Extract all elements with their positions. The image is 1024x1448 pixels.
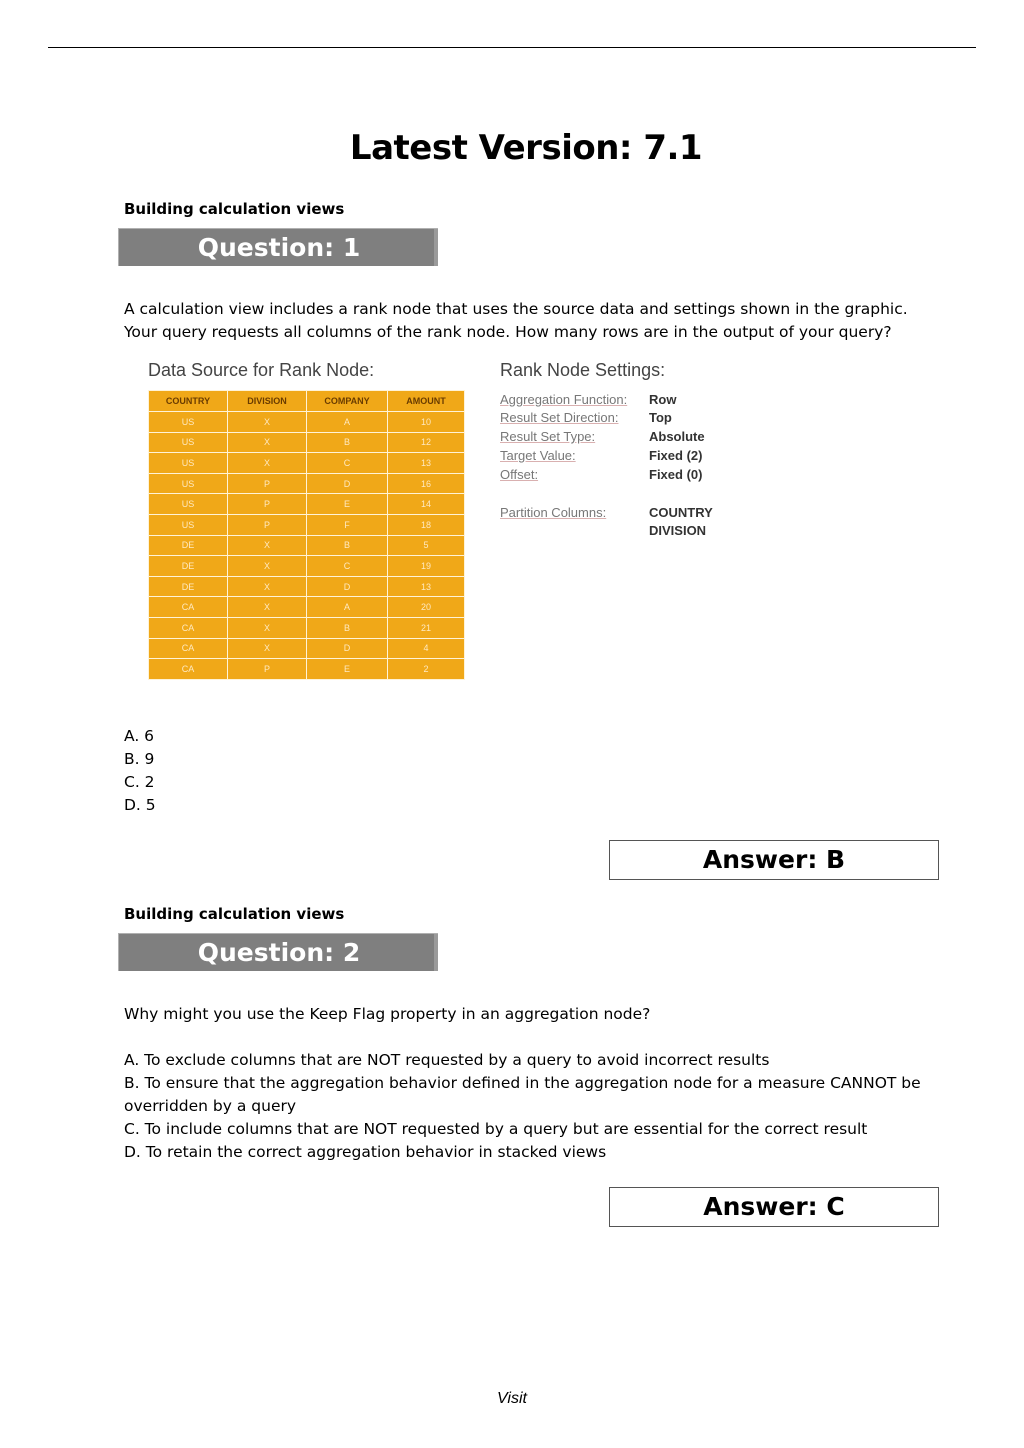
setting-row	[500, 505, 760, 523]
setting-value: Absolute	[649, 429, 705, 444]
q1-option-d: D. 5	[124, 796, 156, 814]
table-cell: 14	[388, 494, 465, 515]
setting-key: Aggregation Function:	[500, 392, 628, 407]
table-cell: D	[307, 473, 388, 494]
table-cell: X	[228, 556, 307, 577]
q2-option-d: D. To retain the correct aggregation behavior in stacked views	[124, 1143, 607, 1161]
q2-text-line: Why might you use the Keep Flag property in an aggregation node?	[124, 1005, 651, 1023]
data-source-heading: Data Source for Rank Node:	[148, 360, 375, 380]
table-cell: 13	[388, 576, 465, 597]
table-cell: P	[228, 659, 307, 680]
table-cell: US	[149, 473, 228, 494]
table-cell: 13	[388, 453, 465, 474]
data-source-table-body	[149, 412, 465, 680]
setting-key: Partition Columns:	[500, 505, 607, 520]
data-source-table	[148, 390, 465, 680]
setting-value: Fixed (0)	[649, 467, 703, 482]
q2-option-c: C. To include columns that are NOT requested by a query but are essential for the correct result	[124, 1120, 868, 1138]
q1-text-line: A calculation view includes a rank node that uses the source data and settings shown in the graphic.	[124, 300, 908, 318]
table-cell: C	[307, 556, 388, 577]
table-cell: 2	[388, 659, 465, 680]
q1-option-c: C. 2	[124, 773, 155, 791]
table-row	[149, 412, 465, 433]
setting-row	[500, 392, 760, 410]
q2-option-b: B. To ensure that the aggregation behavior defined in the aggregation node for a measure CANNOT be overridden by a query	[124, 1074, 921, 1115]
setting-key: Result Set Type:	[500, 429, 596, 444]
table-cell: US	[149, 412, 228, 433]
table-row	[149, 617, 465, 638]
table-cell: 16	[388, 473, 465, 494]
q2-topic: Building calculation views	[124, 905, 345, 923]
table-cell: CA	[149, 597, 228, 618]
table-cell: E	[307, 494, 388, 515]
table-cell: 12	[388, 432, 465, 453]
q2-option-a: A. To exclude columns that are NOT requested by a query to avoid incorrect results	[124, 1051, 770, 1069]
table-cell: X	[228, 453, 307, 474]
table-cell: X	[228, 597, 307, 618]
q2-question-text	[124, 1003, 924, 1026]
q2-header-bar	[118, 933, 438, 971]
table-cell: F	[307, 514, 388, 535]
table-cell: CA	[149, 617, 228, 638]
setting-value: COUNTRY	[649, 505, 713, 520]
q1-header-bar	[118, 228, 438, 266]
table-row	[149, 638, 465, 659]
q1-question-text	[124, 298, 924, 344]
table-cell: P	[228, 514, 307, 535]
q1-label: Question: 1	[197, 233, 361, 262]
table-cell: E	[307, 659, 388, 680]
setting-key: Offset:	[500, 467, 539, 482]
setting-row	[500, 410, 760, 428]
q1-text-line: Your query requests all columns of the rank node. How many rows are in the output of your query?	[124, 323, 892, 341]
table-cell: CA	[149, 659, 228, 680]
q1-answer-box	[609, 840, 939, 880]
q1-topic: Building calculation views	[124, 200, 345, 218]
table-row	[149, 597, 465, 618]
q2-options	[124, 1049, 929, 1164]
table-row	[149, 535, 465, 556]
table-cell: D	[307, 576, 388, 597]
column-header: AMOUNT	[388, 391, 465, 412]
table-cell: B	[307, 617, 388, 638]
table-row	[149, 494, 465, 515]
q1-answer: Answer: B	[702, 845, 846, 874]
q2-answer: Answer: C	[703, 1192, 845, 1221]
table-cell: 10	[388, 412, 465, 433]
table-cell: X	[228, 432, 307, 453]
column-header: COUNTRY	[149, 391, 228, 412]
table-cell: X	[228, 412, 307, 433]
setting-row	[500, 523, 760, 541]
table-row	[149, 514, 465, 535]
page-title: Latest Version: 7.1	[349, 128, 703, 168]
table-cell: C	[307, 453, 388, 474]
table-cell: US	[149, 514, 228, 535]
setting-value: Top	[649, 410, 672, 425]
table-cell: 20	[388, 597, 465, 618]
q1-options	[124, 725, 924, 817]
q2-answer-box	[609, 1187, 939, 1227]
table-cell: 18	[388, 514, 465, 535]
table-cell: X	[228, 576, 307, 597]
rank-settings-heading: Rank Node Settings:	[500, 360, 666, 380]
setting-row	[500, 448, 760, 466]
table-header-row	[149, 391, 465, 412]
column-header: COMPANY	[307, 391, 388, 412]
table-cell: P	[228, 473, 307, 494]
table-row	[149, 659, 465, 680]
table-row	[149, 473, 465, 494]
table-cell: X	[228, 535, 307, 556]
table-cell: P	[228, 494, 307, 515]
top-rule	[48, 47, 976, 48]
table-row	[149, 556, 465, 577]
setting-key: Target Value:	[500, 448, 576, 463]
table-cell: A	[307, 597, 388, 618]
table-row	[149, 576, 465, 597]
footer-text: Visit	[497, 1390, 527, 1407]
setting-key: Result Set Direction:	[500, 410, 619, 425]
table-cell: X	[228, 617, 307, 638]
table-cell: A	[307, 412, 388, 433]
setting-row	[500, 429, 760, 447]
table-cell: X	[228, 638, 307, 659]
table-cell: US	[149, 432, 228, 453]
table-cell: 4	[388, 638, 465, 659]
table-cell: 19	[388, 556, 465, 577]
column-header: DIVISION	[228, 391, 307, 412]
table-cell: DE	[149, 576, 228, 597]
setting-value: Row	[649, 392, 677, 407]
table-cell: US	[149, 494, 228, 515]
q1-option-a: A. 6	[124, 727, 155, 745]
table-row	[149, 453, 465, 474]
setting-value: Fixed (2)	[649, 448, 703, 463]
setting-row	[500, 467, 760, 485]
table-row	[149, 432, 465, 453]
table-cell: D	[307, 638, 388, 659]
table-cell: B	[307, 432, 388, 453]
q2-label: Question: 2	[197, 938, 361, 967]
table-cell: DE	[149, 535, 228, 556]
table-cell: CA	[149, 638, 228, 659]
setting-value: DIVISION	[649, 523, 707, 538]
q1-option-b: B. 9	[124, 750, 155, 768]
q1-figure	[140, 352, 740, 702]
table-cell: 5	[388, 535, 465, 556]
table-cell: DE	[149, 556, 228, 577]
table-cell: B	[307, 535, 388, 556]
table-cell: US	[149, 453, 228, 474]
table-cell: 21	[388, 617, 465, 638]
